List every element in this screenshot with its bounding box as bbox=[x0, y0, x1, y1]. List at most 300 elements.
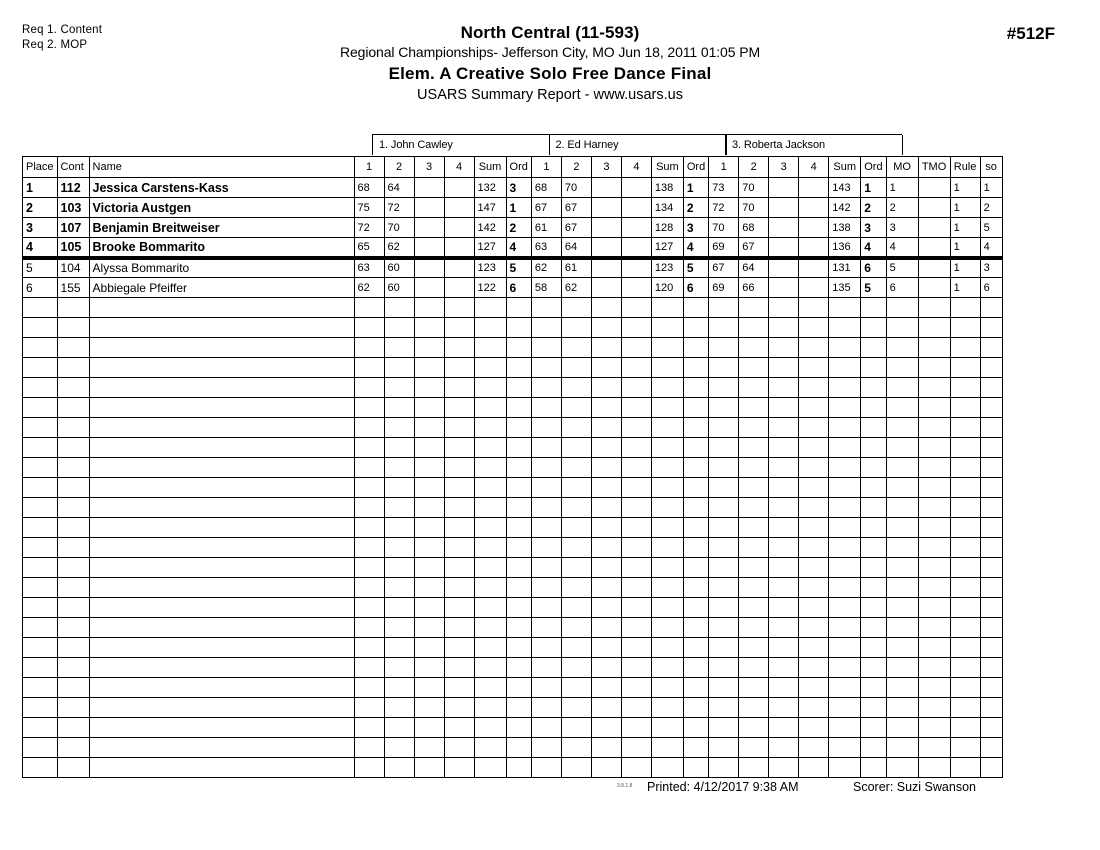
cell-j2-ord: 5 bbox=[683, 258, 708, 278]
grid-cell-empty bbox=[769, 438, 799, 458]
grid-cell-empty bbox=[414, 298, 444, 318]
grid-cell-empty bbox=[886, 758, 918, 778]
grid-cell-empty bbox=[354, 478, 384, 498]
grid-cell-empty bbox=[531, 598, 561, 618]
cell-j3-mark-3 bbox=[769, 278, 799, 298]
grid-cell-empty bbox=[980, 678, 1002, 698]
grid-cell-empty bbox=[23, 558, 58, 578]
grid-cell-empty bbox=[354, 718, 384, 738]
grid-cell-empty bbox=[57, 618, 89, 638]
cell-j2-mark-2: 61 bbox=[561, 258, 591, 278]
grid-cell-empty bbox=[651, 378, 683, 398]
cell-j3-mark-3 bbox=[769, 238, 799, 258]
grid-cell-empty bbox=[950, 318, 980, 338]
cell-j2-mark-4 bbox=[621, 178, 651, 198]
cell-j3-sum: 131 bbox=[829, 258, 861, 278]
grid-cell-empty bbox=[683, 638, 708, 658]
grid-cell-empty bbox=[384, 438, 414, 458]
grid-cell-empty bbox=[531, 318, 561, 338]
cell-j2-mark-4 bbox=[621, 238, 651, 258]
cell-name: Benjamin Breitweiser bbox=[89, 218, 354, 238]
grid-cell-empty bbox=[506, 538, 531, 558]
col-header-mark-4: 4 bbox=[621, 157, 651, 178]
grid-cell-empty bbox=[506, 418, 531, 438]
grid-cell-empty bbox=[89, 658, 354, 678]
grid-cell-empty bbox=[980, 598, 1002, 618]
cell-j1-mark-1: 72 bbox=[354, 218, 384, 238]
grid-cell-empty bbox=[829, 618, 861, 638]
grid-cell-empty bbox=[414, 718, 444, 738]
grid-cell-empty bbox=[709, 738, 739, 758]
grid-cell-empty bbox=[829, 378, 861, 398]
grid-cell-empty bbox=[918, 758, 950, 778]
cell-j3-mark-1: 69 bbox=[709, 238, 739, 258]
grid-cell-empty bbox=[918, 458, 950, 478]
grid-cell-empty bbox=[621, 618, 651, 638]
grid-cell-empty bbox=[709, 618, 739, 638]
grid-cell-empty bbox=[918, 318, 950, 338]
grid-cell-empty bbox=[886, 738, 918, 758]
col-header-name: Name bbox=[89, 157, 354, 178]
grid-cell-empty bbox=[561, 738, 591, 758]
table-row bbox=[23, 218, 1003, 238]
grid-cell-empty bbox=[651, 518, 683, 538]
cell-j2-mark-1: 68 bbox=[531, 178, 561, 198]
grid-cell-empty bbox=[354, 758, 384, 778]
grid-cell-empty bbox=[829, 538, 861, 558]
grid-cell-empty bbox=[506, 738, 531, 758]
grid-cell-empty bbox=[444, 738, 474, 758]
grid-cell-empty bbox=[683, 498, 708, 518]
grid-cell-empty bbox=[651, 478, 683, 498]
grid-cell-empty bbox=[709, 678, 739, 698]
grid-cell-empty bbox=[799, 578, 829, 598]
grid-cell-empty bbox=[739, 338, 769, 358]
grid-cell-empty bbox=[709, 498, 739, 518]
cell-j1-sum: 132 bbox=[474, 178, 506, 198]
grid-cell-empty bbox=[980, 398, 1002, 418]
cell-j3-mark-4 bbox=[799, 258, 829, 278]
grid-cell-empty bbox=[591, 678, 621, 698]
grid-cell-empty bbox=[861, 618, 886, 638]
grid-cell-empty bbox=[769, 658, 799, 678]
grid-cell-empty bbox=[950, 378, 980, 398]
grid-cell-empty bbox=[354, 618, 384, 638]
cell-name: Victoria Austgen bbox=[89, 198, 354, 218]
grid-cell-empty bbox=[354, 318, 384, 338]
cell-so: 3 bbox=[980, 258, 1002, 278]
grid-cell-empty bbox=[23, 498, 58, 518]
table-row-empty bbox=[23, 498, 1003, 518]
table-row bbox=[23, 238, 1003, 258]
grid-cell-empty bbox=[444, 418, 474, 438]
grid-cell-empty bbox=[799, 318, 829, 338]
table-row-empty bbox=[23, 638, 1003, 658]
grid-cell-empty bbox=[561, 338, 591, 358]
grid-cell-empty bbox=[621, 498, 651, 518]
cell-tmo bbox=[918, 198, 950, 218]
grid-cell-empty bbox=[384, 738, 414, 758]
grid-cell-empty bbox=[561, 418, 591, 438]
grid-cell-empty bbox=[474, 438, 506, 458]
grid-cell-empty bbox=[739, 678, 769, 698]
cell-j3-ord: 3 bbox=[861, 218, 886, 238]
grid-cell-empty bbox=[57, 338, 89, 358]
grid-cell-empty bbox=[709, 438, 739, 458]
cell-cont: 103 bbox=[57, 198, 89, 218]
grid-cell-empty bbox=[739, 378, 769, 398]
table-row-empty bbox=[23, 618, 1003, 638]
grid-cell-empty bbox=[531, 458, 561, 478]
grid-cell-empty bbox=[444, 518, 474, 538]
cell-j1-sum: 123 bbox=[474, 258, 506, 278]
grid-cell-empty bbox=[829, 358, 861, 378]
table-row bbox=[23, 198, 1003, 218]
grid-cell-empty bbox=[829, 558, 861, 578]
grid-cell-empty bbox=[829, 758, 861, 778]
grid-cell-empty bbox=[886, 398, 918, 418]
grid-cell-empty bbox=[57, 518, 89, 538]
grid-cell-empty bbox=[384, 298, 414, 318]
grid-cell-empty bbox=[444, 478, 474, 498]
cell-place: 5 bbox=[23, 258, 58, 278]
grid-cell-empty bbox=[683, 318, 708, 338]
grid-cell-empty bbox=[709, 338, 739, 358]
grid-cell-empty bbox=[591, 598, 621, 618]
cell-tmo bbox=[918, 218, 950, 238]
cell-j2-ord: 1 bbox=[683, 178, 708, 198]
grid-cell-empty bbox=[799, 598, 829, 618]
grid-cell-empty bbox=[57, 758, 89, 778]
grid-cell-empty bbox=[739, 458, 769, 478]
grid-cell-empty bbox=[23, 398, 58, 418]
grid-cell-empty bbox=[799, 438, 829, 458]
grid-cell-empty bbox=[506, 678, 531, 698]
grid-cell-empty bbox=[829, 658, 861, 678]
grid-cell-empty bbox=[980, 438, 1002, 458]
grid-cell-empty bbox=[414, 378, 444, 398]
cell-j1-ord: 4 bbox=[506, 238, 531, 258]
grid-cell-empty bbox=[444, 598, 474, 618]
grid-cell-empty bbox=[886, 558, 918, 578]
table-row-empty bbox=[23, 598, 1003, 618]
grid-cell-empty bbox=[57, 298, 89, 318]
grid-cell-empty bbox=[354, 678, 384, 698]
cell-j1-mark-2: 70 bbox=[384, 218, 414, 238]
table-row-empty bbox=[23, 578, 1003, 598]
grid-cell-empty bbox=[799, 618, 829, 638]
cell-j3-mark-3 bbox=[769, 258, 799, 278]
grid-cell-empty bbox=[709, 458, 739, 478]
grid-cell-empty bbox=[591, 358, 621, 378]
grid-cell-empty bbox=[918, 738, 950, 758]
cell-so: 1 bbox=[980, 178, 1002, 198]
cell-j2-mark-3 bbox=[591, 218, 621, 238]
grid-cell-empty bbox=[829, 398, 861, 418]
grid-cell-empty bbox=[621, 458, 651, 478]
cell-tmo bbox=[918, 238, 950, 258]
grid-cell-empty bbox=[621, 758, 651, 778]
col-header-sum: Sum bbox=[651, 157, 683, 178]
grid-cell-empty bbox=[414, 338, 444, 358]
grid-cell-empty bbox=[23, 598, 58, 618]
grid-cell-empty bbox=[861, 678, 886, 698]
grid-cell-empty bbox=[799, 338, 829, 358]
grid-cell-empty bbox=[474, 298, 506, 318]
grid-cell-empty bbox=[57, 598, 89, 618]
cell-j3-mark-4 bbox=[799, 198, 829, 218]
grid-cell-empty bbox=[531, 758, 561, 778]
grid-cell-empty bbox=[799, 298, 829, 318]
grid-cell-empty bbox=[651, 658, 683, 678]
cell-j2-mark-1: 67 bbox=[531, 198, 561, 218]
grid-cell-empty bbox=[89, 338, 354, 358]
col-header-ord: Ord bbox=[506, 157, 531, 178]
event-subtitle: Regional Championships- Jefferson City, MO Jun 18, 2011 01:05 PM bbox=[339, 44, 761, 60]
cell-j3-ord: 5 bbox=[861, 278, 886, 298]
grid-cell-empty bbox=[739, 478, 769, 498]
grid-cell-empty bbox=[683, 658, 708, 678]
cell-j2-sum: 120 bbox=[651, 278, 683, 298]
grid-cell-empty bbox=[591, 618, 621, 638]
cell-cont: 155 bbox=[57, 278, 89, 298]
grid-cell-empty bbox=[651, 418, 683, 438]
grid-cell-empty bbox=[591, 578, 621, 598]
cell-j3-mark-2: 64 bbox=[739, 258, 769, 278]
grid-cell-empty bbox=[769, 738, 799, 758]
grid-cell-empty bbox=[23, 718, 58, 738]
grid-cell-empty bbox=[769, 338, 799, 358]
grid-cell-empty bbox=[354, 298, 384, 318]
grid-cell-empty bbox=[384, 578, 414, 598]
judge-name: 2. Ed Harney bbox=[555, 139, 619, 151]
grid-cell-empty bbox=[769, 638, 799, 658]
judge-header-1 bbox=[372, 135, 550, 155]
cell-j3-ord: 4 bbox=[861, 238, 886, 258]
grid-cell-empty bbox=[561, 398, 591, 418]
grid-cell-empty bbox=[561, 578, 591, 598]
grid-cell-empty bbox=[384, 678, 414, 698]
cell-j1-mark-2: 60 bbox=[384, 278, 414, 298]
col-header-mark-2: 2 bbox=[561, 157, 591, 178]
grid-cell-empty bbox=[799, 478, 829, 498]
col-header-tmo: TMO bbox=[918, 157, 950, 178]
grid-cell-empty bbox=[709, 558, 739, 578]
grid-cell-empty bbox=[861, 478, 886, 498]
grid-cell-empty bbox=[591, 438, 621, 458]
grid-cell-empty bbox=[739, 718, 769, 738]
grid-cell-empty bbox=[506, 438, 531, 458]
grid-cell-empty bbox=[683, 618, 708, 638]
grid-cell-empty bbox=[89, 598, 354, 618]
grid-cell-empty bbox=[23, 518, 58, 538]
grid-cell-empty bbox=[591, 298, 621, 318]
grid-cell-empty bbox=[799, 398, 829, 418]
cell-j1-mark-1: 62 bbox=[354, 278, 384, 298]
cell-j3-ord: 1 bbox=[861, 178, 886, 198]
grid-cell-empty bbox=[561, 358, 591, 378]
grid-cell-empty bbox=[384, 318, 414, 338]
grid-cell-empty bbox=[384, 698, 414, 718]
grid-cell-empty bbox=[561, 318, 591, 338]
judge-header-3 bbox=[725, 135, 903, 155]
grid-cell-empty bbox=[384, 338, 414, 358]
cell-j3-mark-4 bbox=[799, 238, 829, 258]
cell-j1-mark-2: 72 bbox=[384, 198, 414, 218]
col-header-rule: Rule bbox=[950, 157, 980, 178]
grid-cell-empty bbox=[739, 438, 769, 458]
grid-cell-empty bbox=[414, 518, 444, 538]
grid-cell-empty bbox=[414, 358, 444, 378]
grid-cell-empty bbox=[829, 478, 861, 498]
grid-cell-empty bbox=[444, 758, 474, 778]
grid-cell-empty bbox=[739, 538, 769, 558]
grid-cell-empty bbox=[886, 638, 918, 658]
cell-j3-ord: 6 bbox=[861, 258, 886, 278]
grid-cell-empty bbox=[651, 358, 683, 378]
grid-cell-empty bbox=[799, 358, 829, 378]
grid-cell-empty bbox=[561, 698, 591, 718]
cell-j2-sum: 138 bbox=[651, 178, 683, 198]
grid-cell-empty bbox=[591, 458, 621, 478]
grid-cell-empty bbox=[950, 598, 980, 618]
grid-cell-empty bbox=[799, 558, 829, 578]
grid-cell-empty bbox=[531, 478, 561, 498]
grid-cell-empty bbox=[739, 698, 769, 718]
grid-cell-empty bbox=[651, 578, 683, 598]
grid-cell-empty bbox=[683, 418, 708, 438]
grid-cell-empty bbox=[918, 338, 950, 358]
grid-cell-empty bbox=[651, 318, 683, 338]
grid-cell-empty bbox=[651, 738, 683, 758]
grid-cell-empty bbox=[739, 738, 769, 758]
grid-cell-empty bbox=[918, 718, 950, 738]
grid-cell-empty bbox=[829, 438, 861, 458]
table-row-empty bbox=[23, 518, 1003, 538]
grid-cell-empty bbox=[57, 438, 89, 458]
cell-j1-mark-3 bbox=[414, 178, 444, 198]
grid-cell-empty bbox=[506, 698, 531, 718]
grid-cell-empty bbox=[591, 698, 621, 718]
grid-cell-empty bbox=[709, 638, 739, 658]
cell-tmo bbox=[918, 178, 950, 198]
grid-cell-empty bbox=[23, 438, 58, 458]
grid-cell-empty bbox=[561, 598, 591, 618]
grid-cell-empty bbox=[980, 578, 1002, 598]
grid-cell-empty bbox=[918, 358, 950, 378]
grid-cell-empty bbox=[739, 618, 769, 638]
grid-cell-empty bbox=[354, 418, 384, 438]
grid-cell-empty bbox=[709, 298, 739, 318]
grid-cell-empty bbox=[886, 518, 918, 538]
grid-cell-empty bbox=[769, 538, 799, 558]
grid-cell-empty bbox=[354, 358, 384, 378]
grid-cell-empty bbox=[89, 498, 354, 518]
grid-cell-empty bbox=[980, 638, 1002, 658]
grid-cell-empty bbox=[57, 398, 89, 418]
grid-cell-empty bbox=[886, 678, 918, 698]
cell-j2-mark-3 bbox=[591, 198, 621, 218]
cell-j3-mark-1: 73 bbox=[709, 178, 739, 198]
grid-cell-empty bbox=[886, 598, 918, 618]
grid-cell-empty bbox=[621, 338, 651, 358]
grid-cell-empty bbox=[950, 338, 980, 358]
grid-cell-empty bbox=[886, 338, 918, 358]
grid-cell-empty bbox=[591, 418, 621, 438]
grid-cell-empty bbox=[886, 418, 918, 438]
grid-cell-empty bbox=[683, 578, 708, 598]
grid-cell-empty bbox=[799, 638, 829, 658]
grid-cell-empty bbox=[591, 378, 621, 398]
grid-cell-empty bbox=[531, 738, 561, 758]
grid-cell-empty bbox=[769, 618, 799, 638]
grid-cell-empty bbox=[561, 658, 591, 678]
grid-cell-empty bbox=[918, 538, 950, 558]
grid-cell-empty bbox=[414, 458, 444, 478]
grid-cell-empty bbox=[591, 538, 621, 558]
cell-j2-mark-4 bbox=[621, 258, 651, 278]
col-header-mark-1: 1 bbox=[709, 157, 739, 178]
grid-cell-empty bbox=[384, 378, 414, 398]
cell-j1-mark-4 bbox=[444, 278, 474, 298]
grid-cell-empty bbox=[861, 458, 886, 478]
grid-cell-empty bbox=[918, 478, 950, 498]
grid-cell-empty bbox=[89, 718, 354, 738]
grid-cell-empty bbox=[651, 638, 683, 658]
cell-j2-mark-1: 63 bbox=[531, 238, 561, 258]
grid-cell-empty bbox=[709, 718, 739, 738]
cell-j1-ord: 6 bbox=[506, 278, 531, 298]
grid-cell-empty bbox=[980, 318, 1002, 338]
grid-cell-empty bbox=[414, 698, 444, 718]
grid-cell-empty bbox=[23, 658, 58, 678]
cell-j3-mark-1: 69 bbox=[709, 278, 739, 298]
cell-j1-mark-4 bbox=[444, 198, 474, 218]
grid-cell-empty bbox=[683, 698, 708, 718]
grid-cell-empty bbox=[980, 718, 1002, 738]
grid-cell-empty bbox=[57, 718, 89, 738]
grid-cell-empty bbox=[591, 398, 621, 418]
grid-cell-empty bbox=[621, 358, 651, 378]
cell-j2-sum: 128 bbox=[651, 218, 683, 238]
grid-cell-empty bbox=[354, 638, 384, 658]
requirement-item-2: Req 2. MOP bbox=[22, 38, 88, 51]
grid-cell-empty bbox=[444, 338, 474, 358]
cell-j1-mark-4 bbox=[444, 178, 474, 198]
grid-cell-empty bbox=[531, 298, 561, 318]
grid-cell-empty bbox=[918, 638, 950, 658]
grid-cell-empty bbox=[829, 738, 861, 758]
grid-cell-empty bbox=[799, 658, 829, 678]
table-row-empty bbox=[23, 478, 1003, 498]
grid-cell-empty bbox=[474, 598, 506, 618]
grid-cell-empty bbox=[506, 498, 531, 518]
grid-cell-empty bbox=[683, 718, 708, 738]
cell-j3-mark-2: 66 bbox=[739, 278, 769, 298]
grid-cell-empty bbox=[444, 498, 474, 518]
grid-cell-empty bbox=[506, 318, 531, 338]
grid-cell-empty bbox=[829, 498, 861, 518]
grid-cell-empty bbox=[414, 678, 444, 698]
grid-cell-empty bbox=[918, 298, 950, 318]
grid-cell-empty bbox=[621, 738, 651, 758]
grid-cell-empty bbox=[683, 678, 708, 698]
grid-cell-empty bbox=[531, 538, 561, 558]
grid-cell-empty bbox=[886, 578, 918, 598]
col-header-place: Place bbox=[23, 157, 58, 178]
grid-cell-empty bbox=[861, 738, 886, 758]
grid-cell-empty bbox=[561, 718, 591, 738]
